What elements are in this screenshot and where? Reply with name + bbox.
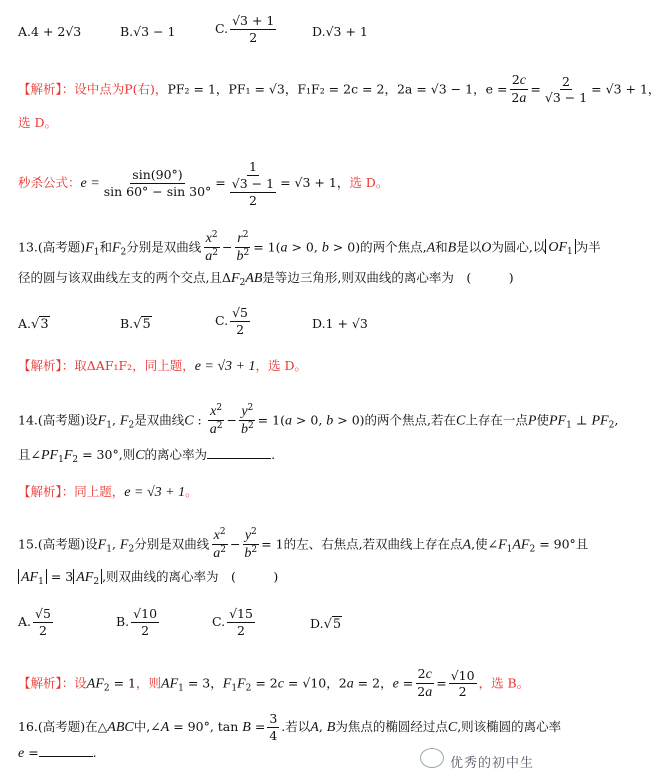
q13-option-c: C. $\frac{√5}{2}$ (215, 305, 249, 337)
q14-stem-line1: 14.(高考题)设$F_1$, $F_2$是双曲线C : $\frac{x^2}{a^2}$ − $\frac{y^2}{b^2}$ = 1(a > 0, b > 0)的两个焦点,若在C上存在一点P使$PF_1$ ⊥ $PF_2$, (18, 403, 619, 438)
q15-solution: 【解析】：设$AF_2 = 1$，则$AF_1 = 3$，$F_1F_2 = 2c = √10$，2a = 2，e = $\frac{2c}{2a}$ = $\frac{√10}{2}$ ，选 B。 (18, 666, 530, 701)
q12-option-b: B.√3 − 1 (120, 24, 176, 39)
answer-blank (39, 746, 93, 757)
q16-stem-line1: 16.(高考题)在△ABC中,∠A = 90°, tan B = $\frac{3}{4}$ .若以A, B为焦点的椭圆经过点C,则该椭圆的离心率 (18, 711, 562, 743)
q12-option-c: C. $\frac{√3 + 1}{2}$ (215, 13, 275, 45)
q13-option-b: B.√5 (120, 316, 151, 332)
q13-option-a: A.√3 (18, 316, 49, 332)
q14-stem-line2: 且$\angle PF_1F_2 = 30^\circ$,则C的离心率为 . (18, 447, 276, 465)
q14-solution: 【解析】：同上题，e = √3 + 1。 (18, 484, 198, 500)
q15-option-c: C. $\frac{√15}{2}$ (212, 606, 253, 638)
q15-stem-line2: $AF_1 = 3$ $AF_2$ ,则双曲线的离心率为 ( ) (18, 571, 278, 587)
q15-option-d: D.√5 (310, 616, 342, 632)
q12-quick-formula: 秒杀公式：e = $\frac{\sin(90^\circ)}{\sin 60^\circ - \sin 30^\circ}$ = $\frac{1}{\frac{√3 - 1}{2}}$ = √3 + 1，选 D。 (18, 159, 389, 208)
q15-option-b: B. $\frac{√10}{2}$ (116, 606, 158, 638)
q13-solution: 【解析】：取ΔAF₁F₂，同上题，e = √3 + 1，选 D。 (18, 358, 307, 374)
solution-tag: 【解析】 (18, 81, 62, 97)
q13-option-d: D.1 + √3 (312, 316, 368, 331)
q15-stem-line1: 15.(高考题)设$F_1$, $F_2$分别是双曲线 $\frac{x^2}{a^2}$ − $\frac{y^2}{b^2}$ = 1的左、右焦点,若双曲线上存在点A,使$\angle F_1AF_2 = 90^\circ$且 (18, 527, 589, 562)
q12-solution-choice: 选 D。 (18, 115, 57, 130)
watermark (420, 740, 570, 780)
q12-solution: 【解析】：设中点为P(右)，PF₂ = 1，PF₁ = √3，F₁F₂ = 2c = 2，2a = √3 − 1，e = $\frac{2c}{2a}$ = $\frac{2}{√3 - 1}$ = √3 + 1， (18, 72, 660, 107)
wechat-icon (420, 748, 444, 768)
q12-option-a: A.4 + 2√3 (18, 24, 82, 39)
q13-stem-line2: 径的圆与该双曲线左支的两个交点,且$\Delta F_2AB$是等边三角形,则双曲线的离心率为 ( ) (18, 270, 514, 288)
q12-option-d: D.√3 + 1 (312, 24, 368, 39)
q13-stem-line1: 13.(高考题)$F_1$和$F_2$分别是双曲线 $\frac{x^2}{a^2}$ − $\frac{r^2}{b^2}$ = 1(a > 0, b > 0)的两个焦点,A和B是以O为圆心,以 $OF_1$ 为半 (18, 230, 601, 265)
q15-option-a: A. $\frac{√5}{2}$ (18, 606, 51, 638)
q16-stem-line2: e = . (18, 745, 97, 761)
answer-blank (207, 448, 271, 459)
watermark-text: 优秀的初中生 (450, 756, 535, 771)
